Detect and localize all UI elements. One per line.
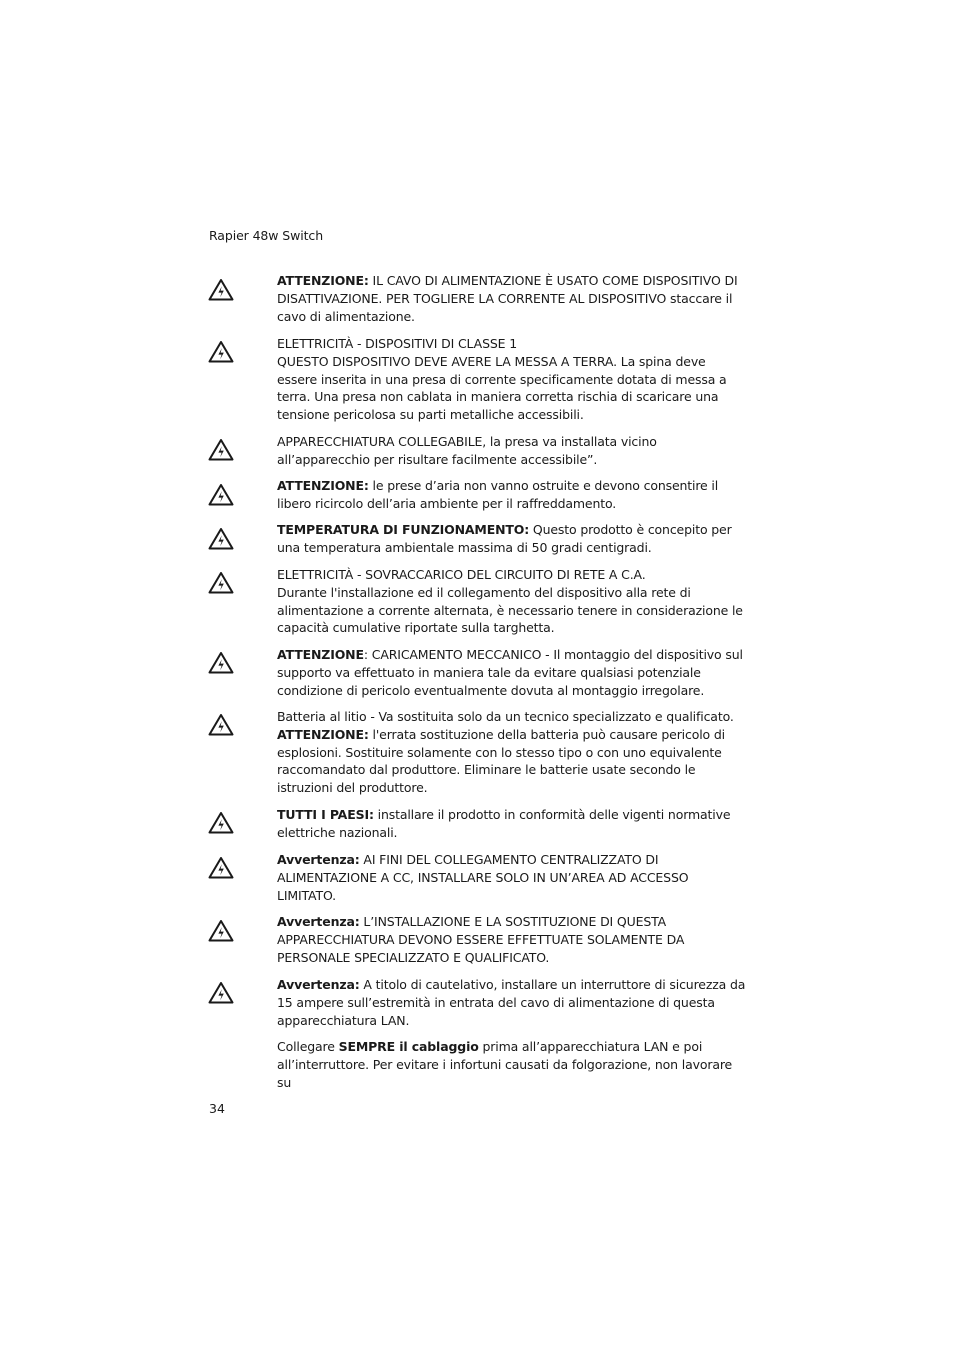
closing-body-text: prima all’apparecchiatura LAN e poi all’interruttore. Per evitare i infortuni causati da folgorazione, non lavorare su (277, 1039, 733, 1090)
notice-body: ELETTRICITÀ - DISPOSITIVI DI CLASSE 1 QUESTO DISPOSITIVO DEVE AVERE LA MESSA A TERRA. La spina deve essere inserita in una presa di corrente specificamente dotata di messa a terra. Una presa non cablata in maniera corretta rischia di scaricare una tensione pericolosa su parti metalliche accessibili. (277, 336, 727, 423)
notice-lead-text: Batteria al litio - Va sostituita solo da un tecnico specializzato e qualificato. (277, 709, 734, 724)
warning-icon (208, 651, 234, 674)
warning-icon (208, 527, 234, 550)
notice-body: : CARICAMENTO MECCANICO - Il montaggio del dispositivo sul supporto va effettuato in maniera tale da evitare qualsiasi potenziale condizione di pericolo eventualmente dovuta al montaggio irregolare. (277, 647, 743, 698)
notice-body: ELETTRICITÀ - SOVRACCARICO DEL CIRCUITO DI RETE A C.A. Durante l'installazione ed il collegamento del dispositivo alla rete di alimentazione a corrente alternata, è necessario tenere in considerazione le capacità cumulative riportate sulla targhetta. (277, 567, 743, 636)
notice-label: ATTENZIONE: (277, 273, 369, 288)
running-header: Rapier 48w Switch (209, 228, 324, 243)
notice-body: A titolo di cautelativo, installare un interruttore di sicurezza da 15 ampere sull’estremità in entrata del cavo di alimentazione di questa apparecchiatura LAN. (277, 977, 746, 1028)
notice-label: Avvertenza: (277, 977, 360, 992)
notice-text (277, 433, 747, 469)
warning-icon (208, 811, 234, 834)
notice-body: Questo prodotto è concepito per una temperatura ambientale massima di 50 gradi centigradi. (277, 522, 732, 555)
notice-body: l'errata sostituzione della batteria può causare pericolo di esplosioni. Sostituire solamente con lo stesso tipo o con uno equivalente raccomandato dal produttore. Eliminare le batterie usate secondo le istruzioni del produttore. (277, 726, 725, 796)
warning-icon (208, 713, 234, 736)
notice-text (277, 806, 747, 842)
warning-icon (208, 278, 234, 301)
notice-text (277, 646, 747, 699)
warning-icon (208, 438, 234, 461)
closing-bold-text: SEMPRE il cablaggio (338, 1039, 479, 1054)
notice-label: TUTTI I PAESI: (277, 807, 374, 822)
notice-text (277, 566, 747, 637)
notice-text (277, 335, 747, 424)
warning-icon (208, 856, 234, 879)
notice-text (277, 521, 747, 557)
notice-text (277, 913, 747, 966)
notice-body: installare il prodotto in conformità delle vigenti normative elettriche nazionali. (277, 807, 731, 840)
notice-text (277, 708, 747, 797)
notice-text (277, 272, 747, 325)
warning-icon (208, 571, 234, 594)
warning-icon (208, 483, 234, 506)
notice-label: ATTENZIONE: (277, 726, 369, 742)
notice-label: ATTENZIONE (277, 647, 364, 662)
notice-body: APPARECCHIATURA COLLEGABILE, la presa va installata vicino all’apparecchio per risultare facilmente accessibile”. (277, 434, 657, 467)
notice-label: Avvertenza: (277, 852, 360, 867)
notice-text (277, 477, 747, 513)
closing-paragraph (277, 1038, 747, 1091)
notice-label: ATTENZIONE: (277, 478, 369, 493)
page-number: 34 (209, 1101, 225, 1116)
notice-text (277, 851, 747, 904)
notice-body: le prese d’aria non vanno ostruite e devono consentire il libero ricircolo dell’aria ambiente per il raffreddamento. (277, 478, 719, 511)
notice-body: L’INSTALLAZIONE E LA SOSTITUZIONE DI QUESTA APPARECCHIATURA DEVONO ESSERE EFFETTUATE SOLAMENTE DA PERSONALE SPECIALIZZATO E QUALIFICATO. (277, 914, 685, 965)
warning-icon (208, 981, 234, 1004)
notice-label: Avvertenza: (277, 914, 360, 929)
notice-text (277, 976, 747, 1029)
warning-icon (208, 919, 234, 942)
warning-icon (208, 340, 234, 363)
notice-label: TEMPERATURA DI FUNZIONAMENTO: (277, 522, 530, 537)
closing-lead-text: Collegare (277, 1039, 339, 1054)
notice-body: AI FINI DEL COLLEGAMENTO CENTRALIZZATO DI ALIMENTAZIONE A CC, INSTALLARE SOLO IN UN’AREA AD ACCESSO LIMITATO. (277, 852, 689, 903)
notice-body: IL CAVO DI ALIMENTAZIONE È USATO COME DISPOSITIVO DI DISATTIVAZIONE. PER TOGLIERE LA CORRENTE AL DISPOSITIVO staccare il cavo di alimentazione. (277, 273, 738, 324)
